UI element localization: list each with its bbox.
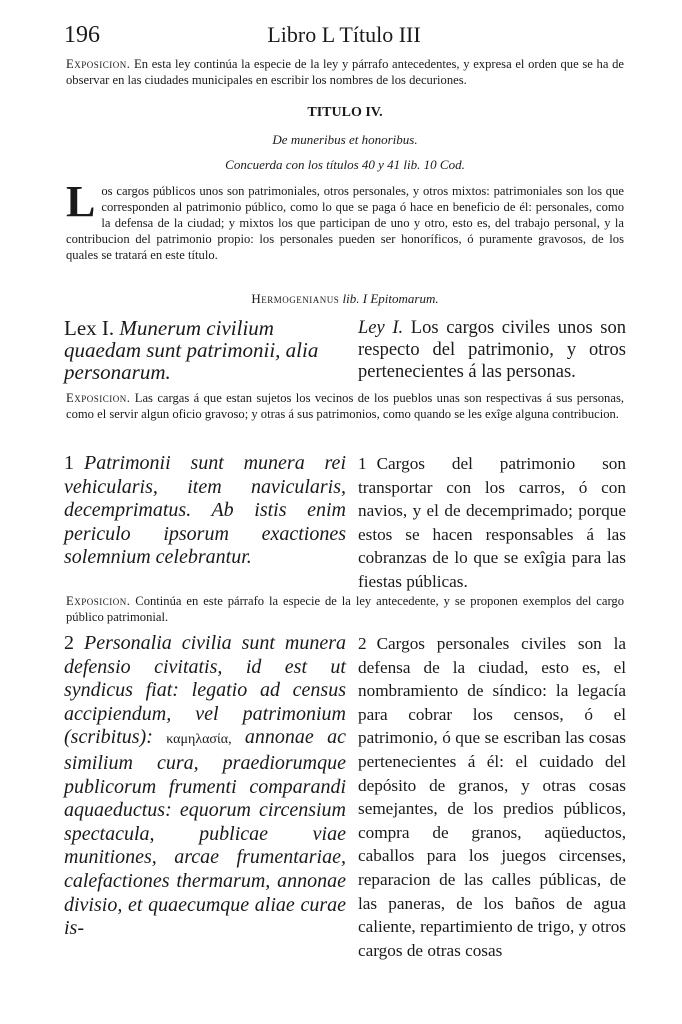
para-1-spanish <box>358 452 626 594</box>
exposicion-text: En esta ley continúa la especie de la ley y párrafo antecedentes, y expresa el orden que se ha de observar en las ciudades municipales en escribir los nombres de los decuriones. <box>66 57 624 87</box>
title-heading: TITULO IV. <box>307 105 383 120</box>
para-2-latin <box>64 632 346 941</box>
intro-paragraph <box>66 177 624 263</box>
lex-latin <box>64 317 346 383</box>
exposicion-label: Exposicion. <box>66 594 131 608</box>
page-number: 196 <box>64 22 100 48</box>
para-2-spanish-text: Cargos personales civiles son la defensa de la ciudad, esto es, el nombramiento de síndico: la legacía para cobrar los censos, ó el patrimonio, ó que se escriban las cosas pertenecientes á él: el cuidado del depósito de granos, y otras cosas semejantes, de los predios públicos, compra de granos, aqüeductos, caballos para los juegos circenses, reparacion de las calles públicas, de las paneras, de los baños de agua caliente, repartimiento de trigo, y otros cargos de otras cosas <box>358 634 626 960</box>
lex-spanish-label: Ley I. <box>358 318 404 338</box>
paragraph-number: 2 <box>358 634 367 653</box>
source-attribution <box>66 291 624 307</box>
exposicion-label: Exposicion. <box>66 57 131 71</box>
paragraph-number: 1 <box>358 454 367 473</box>
para-2-latin-text-a: Personalia civilia sunt munera defensio civitatis, id est ut syndicus fiat: legatio ad census accipiendum, vel patrimonium (scribitus): <box>64 632 346 749</box>
lex-latin-text: Munerum civilium quaedam sunt patrimonii, alia personarum. <box>64 316 319 384</box>
source-work: lib. I Epitomarum. <box>342 291 439 306</box>
para-2-spanish <box>358 632 626 962</box>
paragraph-number: 1 <box>64 452 74 474</box>
greek-word: καμηλασία, <box>166 732 232 748</box>
title-subtitle: De muneribus et honoribus. <box>272 132 418 147</box>
drop-cap: L <box>66 177 96 226</box>
lex-latin-label: Lex I. <box>64 316 115 340</box>
exposicion-paragraph-3 <box>66 593 624 625</box>
para-1-latin-text: Patrimonii sunt munera rei vehicularis, item navicularis, decemprimatus. Ab istis enim periculo ipsorum exactiones solemnium celebrantur. <box>64 452 346 569</box>
exposicion-paragraph-1 <box>66 56 624 88</box>
para-2-latin-text-b: annonae ac similium cura, praediorumque publicorum frumenti comparandi aquaeductus: equorum circensium spectacula, publicae viae munitiones, arcae frumentariae, calefactiones thermarum, annonae divisio, et quaecumque aliae curae is- <box>64 726 346 940</box>
exposicion-paragraph-2 <box>66 390 624 422</box>
exposicion-text: Las cargas á que estan sujetos los vecinos de los pueblos unas son respectivas á sus personas, como el servir algun oficio gravoso; y otras á sus patrimonios, como quando se les exîge alguna contribucion. <box>66 391 624 421</box>
exposicion-label: Exposicion. <box>66 391 131 405</box>
lex-spanish-text: Los cargos civiles unos son respecto del patrimonio, y otros pertenecientes á las personas. <box>358 318 627 382</box>
running-title: Libro L Título III <box>267 22 421 47</box>
intro-text: os cargos públicos unos son patrimoniales, otros personales, y otros mixtos: patrimoniales son los que corresponden al patrimonio público, como lo que se paga ó hace en beneficio de él: personales, como la defensa de la ciudad; y mixtos los que participan de uno y otro, esto es, del trabajo personal, y la contribucion del patrimonio propio: los personales pueden ser honoríficos, ó puramente gravosos, de los quales se tratará en este título. <box>66 184 624 262</box>
exposicion-text: Continúa en este párrafo la especie de la ley antecedente, y se proponen exemplos del cargo público patrimonial. <box>66 594 625 624</box>
running-head <box>64 22 624 50</box>
para-1-spanish-text: Cargos del patrimonio son transportar con los carros, ó con navios, y el de decemprimado; porque estos se hacen responsables á las cobranzas de lo que se exîgia para las fiestas públicas. <box>358 454 626 591</box>
lex-spanish <box>358 317 626 383</box>
source-author: Hermogenianus <box>251 291 340 306</box>
para-1-latin <box>64 452 346 570</box>
concordance-note: Concuerda con los títulos 40 y 41 lib. 10 Cod. <box>225 157 465 172</box>
paragraph-number: 2 <box>64 632 74 654</box>
